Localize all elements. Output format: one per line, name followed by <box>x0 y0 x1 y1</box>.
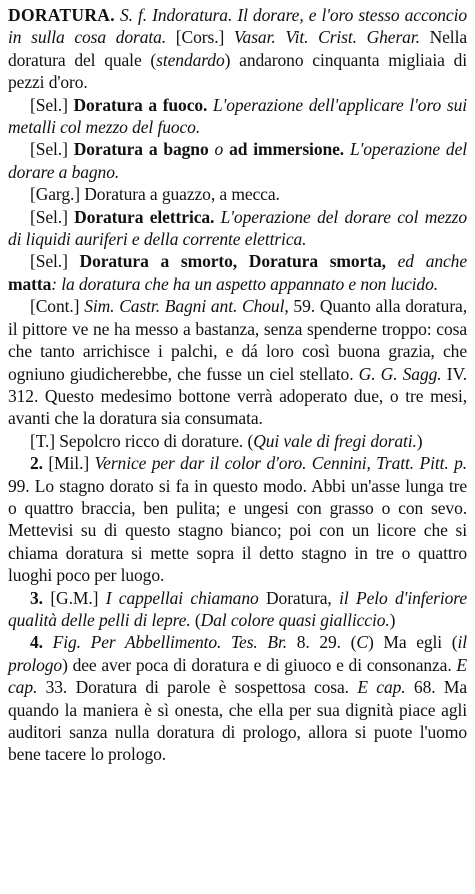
phrase-text: [Garg.] Doratura a guazzo, a mecca. <box>30 184 280 205</box>
headword: DORATURA. <box>8 5 115 25</box>
citation-text: 33. Doratura di parole è sospettosa cosa. <box>37 677 358 698</box>
citation-text: [T.] Sepolcro ricco di dorature. ( <box>30 430 254 451</box>
sense-doratura-a-fuoco <box>8 94 467 139</box>
citation-text: ) Ma egli ( <box>367 632 458 653</box>
sense-number: 4. <box>30 632 53 653</box>
sense-dorature-plural <box>8 430 467 452</box>
source-tag: [Sel.] <box>30 139 74 160</box>
citation-block-choul <box>8 295 467 429</box>
citation-text: IV. 312. Questo medesimo bottone verrà adoperato due, o tre mesi, avanti che la doratura sia consumata. <box>8 363 467 429</box>
sense-doratura-a-smorto <box>8 250 467 295</box>
citation-text: 8. 29. ( <box>287 632 357 653</box>
citation-text: ) <box>416 430 423 451</box>
citation-text: 68. Ma quando la maniera è sì onesta, che ella per sua dignità piace agli auditori sanza nulla doratura di prologo, allora si puote l'uomo bene tacere lo prologo. <box>8 677 467 765</box>
source-tag: [Cont.] <box>30 296 85 317</box>
phrase-definition: L'operazione dell'applicare l'oro sui metalli col mezzo del fuoco. <box>8 94 467 138</box>
sense-4-abbellimento <box>8 631 467 765</box>
grammar-and-definition: S. f. Indoratura. Il dorare, e l'oro stesso acconcio in sulla cosa dorata. <box>8 5 467 48</box>
citation-text: ( <box>190 609 201 630</box>
source-tag: [G.M.] <box>50 587 106 608</box>
source-tag: [Sel.] <box>30 251 80 272</box>
citation-source: C <box>356 632 368 653</box>
phrase-term: Doratura elettrica. <box>74 206 215 227</box>
entry-definition <box>8 4 467 94</box>
sense-number: 3. <box>30 587 51 608</box>
source-tag: [Sel.] <box>30 94 74 115</box>
citation-text: ) <box>389 609 396 630</box>
sense-doratura-a-guazzo <box>8 183 467 205</box>
phrase-term: Doratura a fuoco. <box>73 94 208 115</box>
phrase-definition: : la doratura che ha un aspetto appannato e non lucido. <box>51 273 438 294</box>
citation-gloss: il prologo <box>8 632 467 675</box>
phrase-connector: ed anche <box>385 251 467 272</box>
source-tag: [Sel.] <box>30 206 75 227</box>
citation-source: Vasar. Vit. Crist. Gherar. <box>233 27 420 48</box>
sense-3-cappellai <box>8 587 467 632</box>
sense-doratura-elettrica <box>8 206 467 251</box>
dictionary-entry-doratura <box>8 4 467 766</box>
sense-number: 2. <box>30 453 49 474</box>
citation-text: ) andarono cinquanta migliaia di pezzi d'oro. <box>8 49 467 93</box>
phrase-definition: Vernice per dar il color d'oro. Cennini, Tratt. Pitt. p. <box>94 453 467 474</box>
citation-text: Doratura, <box>258 587 340 608</box>
phrase-definition: I cappellai chiamano <box>105 587 259 608</box>
phrase-connector: o <box>208 139 230 160</box>
citation-text: , 59. Quanto alla doratura, il pittore ve ne ha messo a bastanza, senza spenderne troppo: cosa che tanto arrichisce i palchi, e dá loro così buona grazia, che ogniuno giudicherebbe, che fusse un ciel stellato. <box>8 296 467 384</box>
phrase-term: Doratura a bagno <box>73 139 209 160</box>
source-tag: [Mil.] <box>48 453 95 474</box>
phrase-term: Doratura a smorto, Doratura smorta, <box>79 251 386 272</box>
citation-text: ) dee aver poca di doratura e di giuoco e di consonanza. <box>62 654 457 675</box>
source-tag: [Cors.] <box>166 27 234 48</box>
citation-source: Sim. Castr. Bagni ant. Choul <box>84 296 285 317</box>
phrase-definition: L'operazione del dorare a bagno. <box>8 139 467 182</box>
citation-text: 99. Lo stagno dorato si fa in questo modo. Abbi un'asse lunga tre o quattro braccia, ben pulita; e ungesi con grasso o con sevo. Mettevisi su di questo stagno bianco; poi con un licore che si chiama doratura si mette sopra il detto stagno in tre o quattro luoghi poco per luogo. <box>8 475 467 586</box>
citation-source: E cap. <box>357 677 406 698</box>
phrase-term: matta <box>8 273 52 294</box>
phrase-definition: Fig. Per Abbellimento. Tes. Br. <box>52 632 288 653</box>
phrase-definition: Qui vale di fregi dorati. <box>253 430 417 451</box>
phrase-definition: L'operazione del dorare col mezzo di liquidi auriferi e della corrente elettrica. <box>8 206 467 250</box>
citation-source: G. G. Sagg. <box>358 363 442 384</box>
phrase-definition: Dal colore quasi gialliccio. <box>200 609 390 630</box>
sense-2-vernice <box>8 452 467 586</box>
citation-source: E cap. <box>8 654 467 698</box>
phrase-definition: il Pelo d'inferiore qualità delle pelli di lepre. <box>8 587 468 630</box>
phrase-term: ad immersione. <box>229 139 345 160</box>
citation-text: Nella doratura del quale ( <box>8 27 467 70</box>
sense-doratura-a-bagno <box>8 138 467 183</box>
citation-gloss: stendardo <box>156 49 225 70</box>
